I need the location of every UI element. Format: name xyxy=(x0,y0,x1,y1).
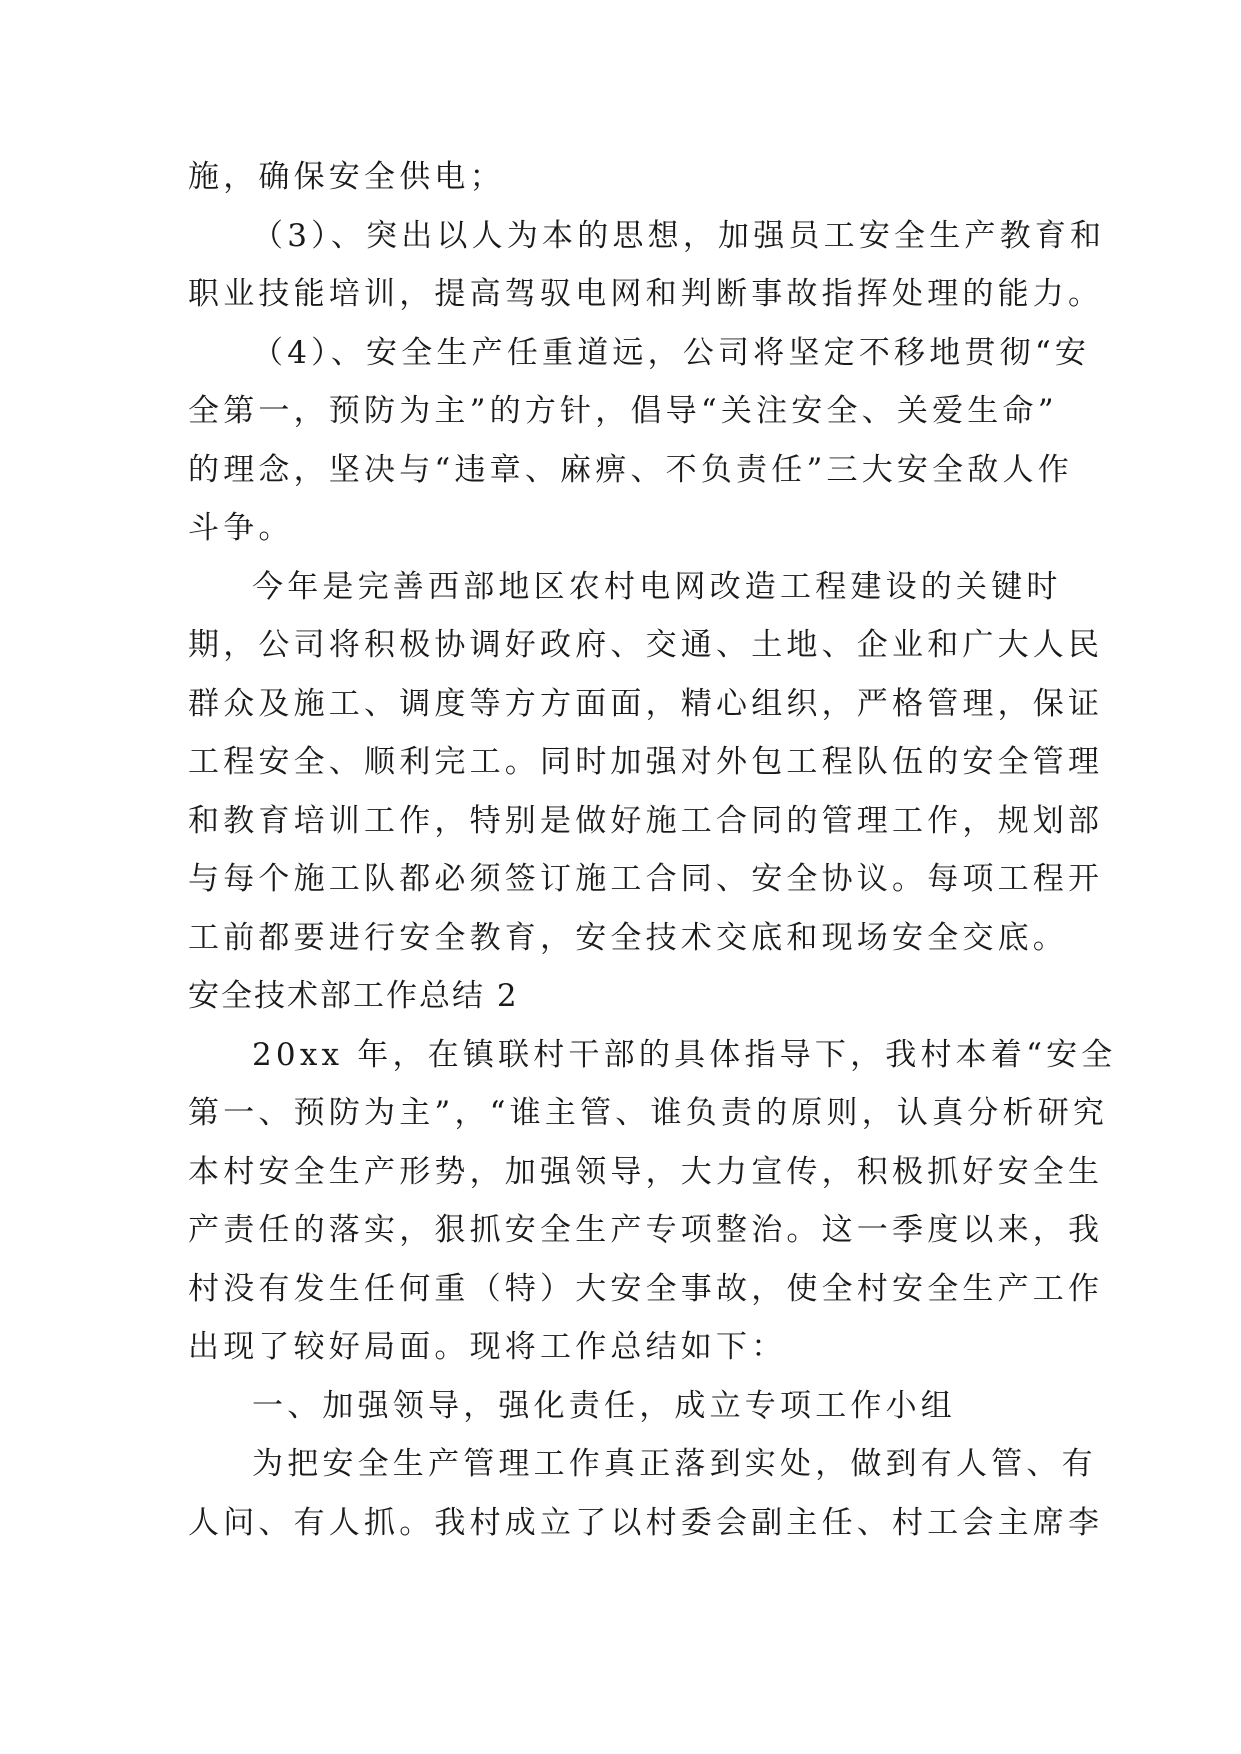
body-line: 全第一，预防为主”的方针，倡导“关注安全、关爱生命” xyxy=(188,393,1058,429)
body-line: 施，确保安全供电； xyxy=(188,159,505,195)
body-line: 产责任的落实，狠抓安全生产专项整治。这一季度以来，我 xyxy=(188,1212,1104,1248)
body-line: 工前都要进行安全教育，安全技术交底和现场安全交底。 xyxy=(188,919,1068,956)
body-line: （4）、安全生产任重道远，公司将坚定不移地贯彻“安 xyxy=(252,334,1091,371)
body-line: 和教育培训工作，特别是做好施工合同的管理工作，规划部 xyxy=(188,802,1104,839)
body-line: 群众及施工、调度等方方面面，精心组织，严格管理，保证 xyxy=(188,685,1104,722)
body-line: 期，公司将积极协调好政府、交通、土地、企业和广大人民 xyxy=(188,627,1104,663)
body-line: 与每个施工队都必须签订施工合同、安全协议。每项工程开 xyxy=(188,861,1104,897)
body-line: 的理念，坚决与“违章、麻痹、不负责任”三大安全敌人作 xyxy=(188,451,1073,488)
body-line: 工程安全、顺利完工。同时加强对外包工程队伍的安全管理 xyxy=(188,744,1104,780)
body-line: 职业技能培训，提高驾驭电网和判断事故指挥处理的能力。 xyxy=(188,276,1104,312)
subsection-heading: 一、加强领导，强化责任，成立专项工作小组 xyxy=(252,1387,956,1424)
body-line: 今年是完善西部地区农村电网改造工程建设的关键时 xyxy=(252,568,1062,605)
body-line: 20xx 年，在镇联村干部的具体指导下，我村本着“安全 xyxy=(252,1036,1117,1073)
body-line: 出现了较好局面。现将工作总结如下： xyxy=(188,1329,787,1365)
document-body xyxy=(188,148,1117,1552)
section-heading: 安全技术部工作总结 2 xyxy=(188,978,519,1014)
body-line: 村没有发生任何重（特）大安全事故，使全村安全生产工作 xyxy=(188,1270,1104,1307)
body-line: 斗争。 xyxy=(188,510,294,546)
body-line: （3）、突出以人为本的思想，加强员工安全生产教育和 xyxy=(252,217,1106,254)
body-line: 为把安全生产管理工作真正落到实处，做到有人管、有 xyxy=(252,1446,1097,1482)
body-line: 本村安全生产形势，加强领导，大力宣传，积极抓好安全生 xyxy=(188,1153,1104,1190)
body-line: 人问、有人抓。我村成立了以村委会副主任、村工会主席李 xyxy=(188,1504,1104,1541)
body-line: 第一、预防为主”，“谁主管、谁负责的原则，认真分析研究 xyxy=(188,1095,1109,1131)
